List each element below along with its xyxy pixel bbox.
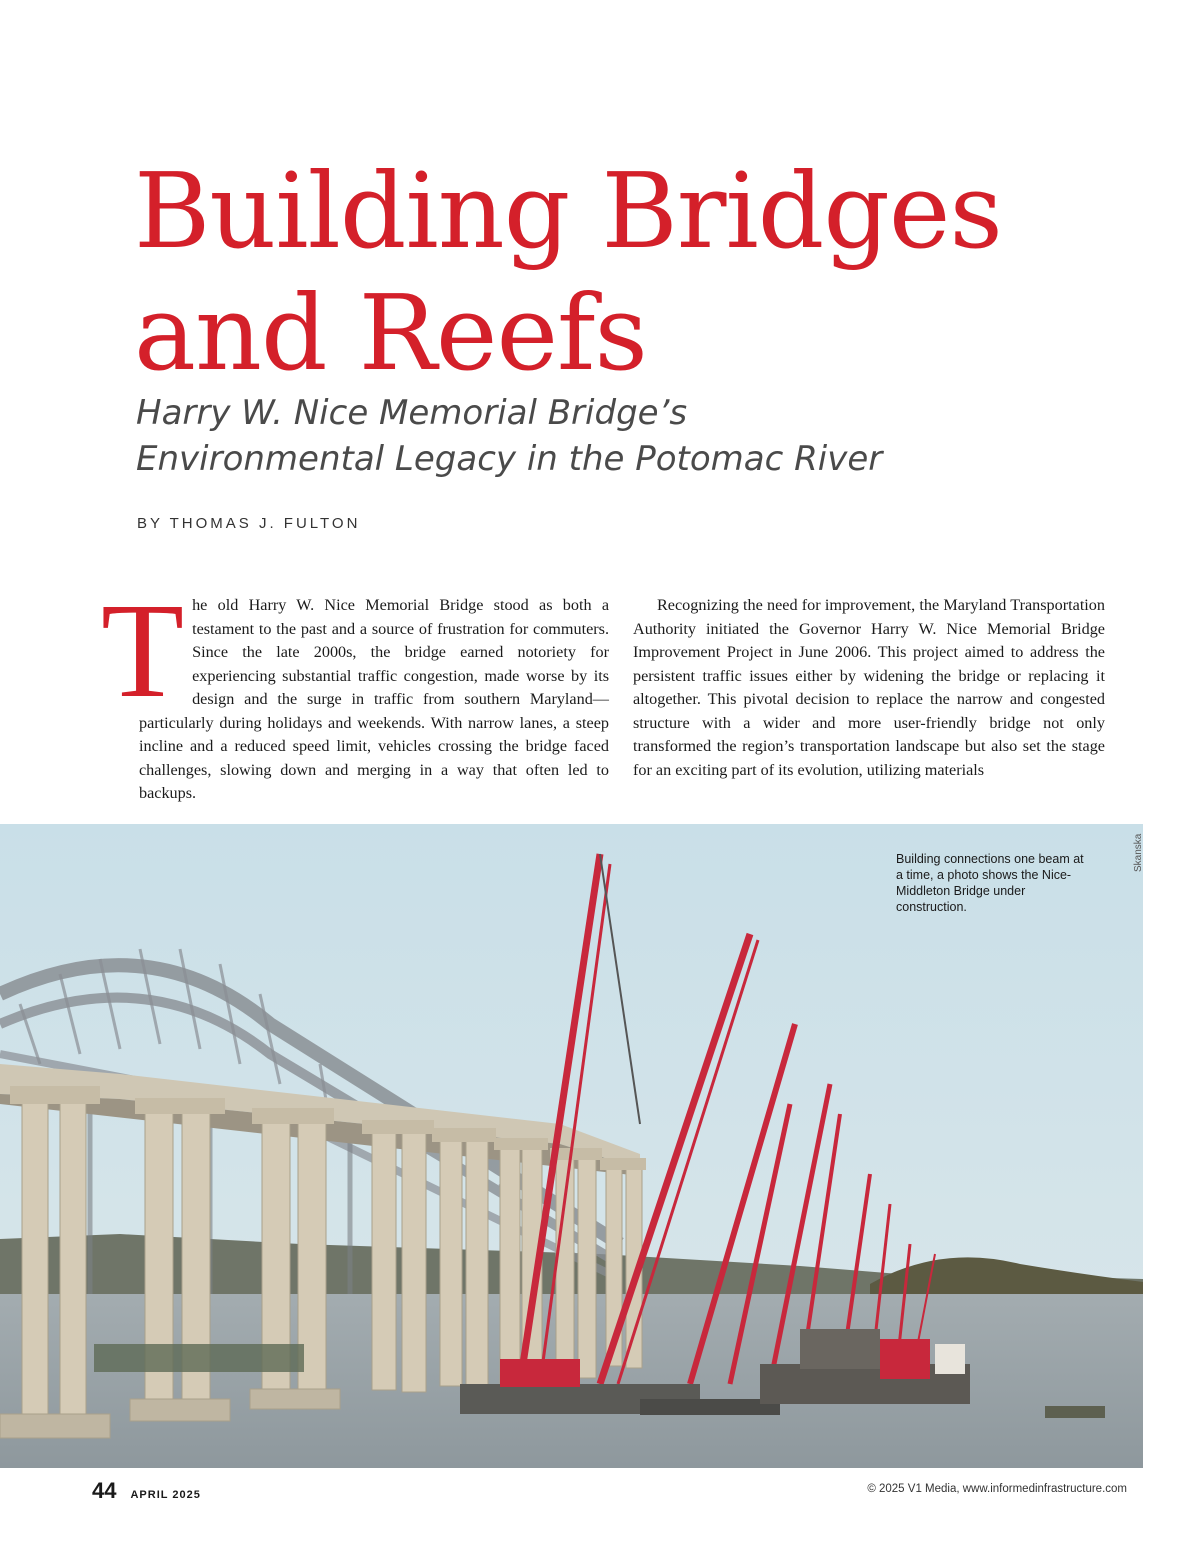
- paragraph-2: Recognizing the need for improvement, the Maryland Transportation Authority initiated the Governor Harry W. Nice Memorial Bridge Improvement Project in June 2006. This project aimed to address the persistent traffic issues either by widening the bridge or replacing it altogether. This pivotal decision to replace the narrow and congested structure with a wider and more user-friendly bridge not only transformed the region’s transportation landscape but also set the stage for an exciting part of its evolution, utilizing materials: [633, 596, 1105, 779]
- issue-date: APRIL 2025: [130, 1489, 201, 1501]
- page-number: 44: [92, 1478, 117, 1503]
- drop-cap: T: [101, 576, 185, 726]
- subtitle-line-2: Environmental Legacy in the Potomac River: [136, 439, 883, 479]
- photo-caption: Building connections one beam at a time, a photo shows the Nice-Middleton Bridge under construction.: [896, 852, 1084, 914]
- body-column-right: [633, 594, 1105, 782]
- title-line-1: Building Bridges: [134, 150, 1002, 272]
- article-title: [134, 150, 1134, 394]
- body-column-left: [101, 576, 609, 806]
- photo-illustration: [0, 824, 1143, 1468]
- photo-credit: Skanska: [1133, 833, 1144, 872]
- byline: BY THOMAS J. FULTON: [137, 515, 361, 532]
- paragraph-1-text: he old Harry W. Nice Memorial Bridge stood as both a testament to the past and a source of frustration for commuters. Since the late 2000s, the bridge earned notoriety for experiencing substantial traffic congestion, made worse by its design and the surge in traffic from southern Maryland—particularly during holidays and weekends. With narrow lanes, a steep incline and a reduced speed limit, vehicles crossing the bridge faced challenges, slowing down and merging in a way that often led to backups.: [139, 596, 609, 802]
- footer-folio: [92, 1478, 201, 1504]
- bridge-construction-photo: [0, 824, 1143, 1468]
- subtitle-line-1: Harry W. Nice Memorial Bridge’s: [136, 393, 688, 433]
- title-line-2: and Reefs: [134, 272, 647, 394]
- paragraph-1: [101, 576, 609, 806]
- article-subtitle: [136, 390, 1136, 482]
- footer-copyright: © 2025 V1 Media, www.informedinfrastructure.com: [867, 1483, 1127, 1495]
